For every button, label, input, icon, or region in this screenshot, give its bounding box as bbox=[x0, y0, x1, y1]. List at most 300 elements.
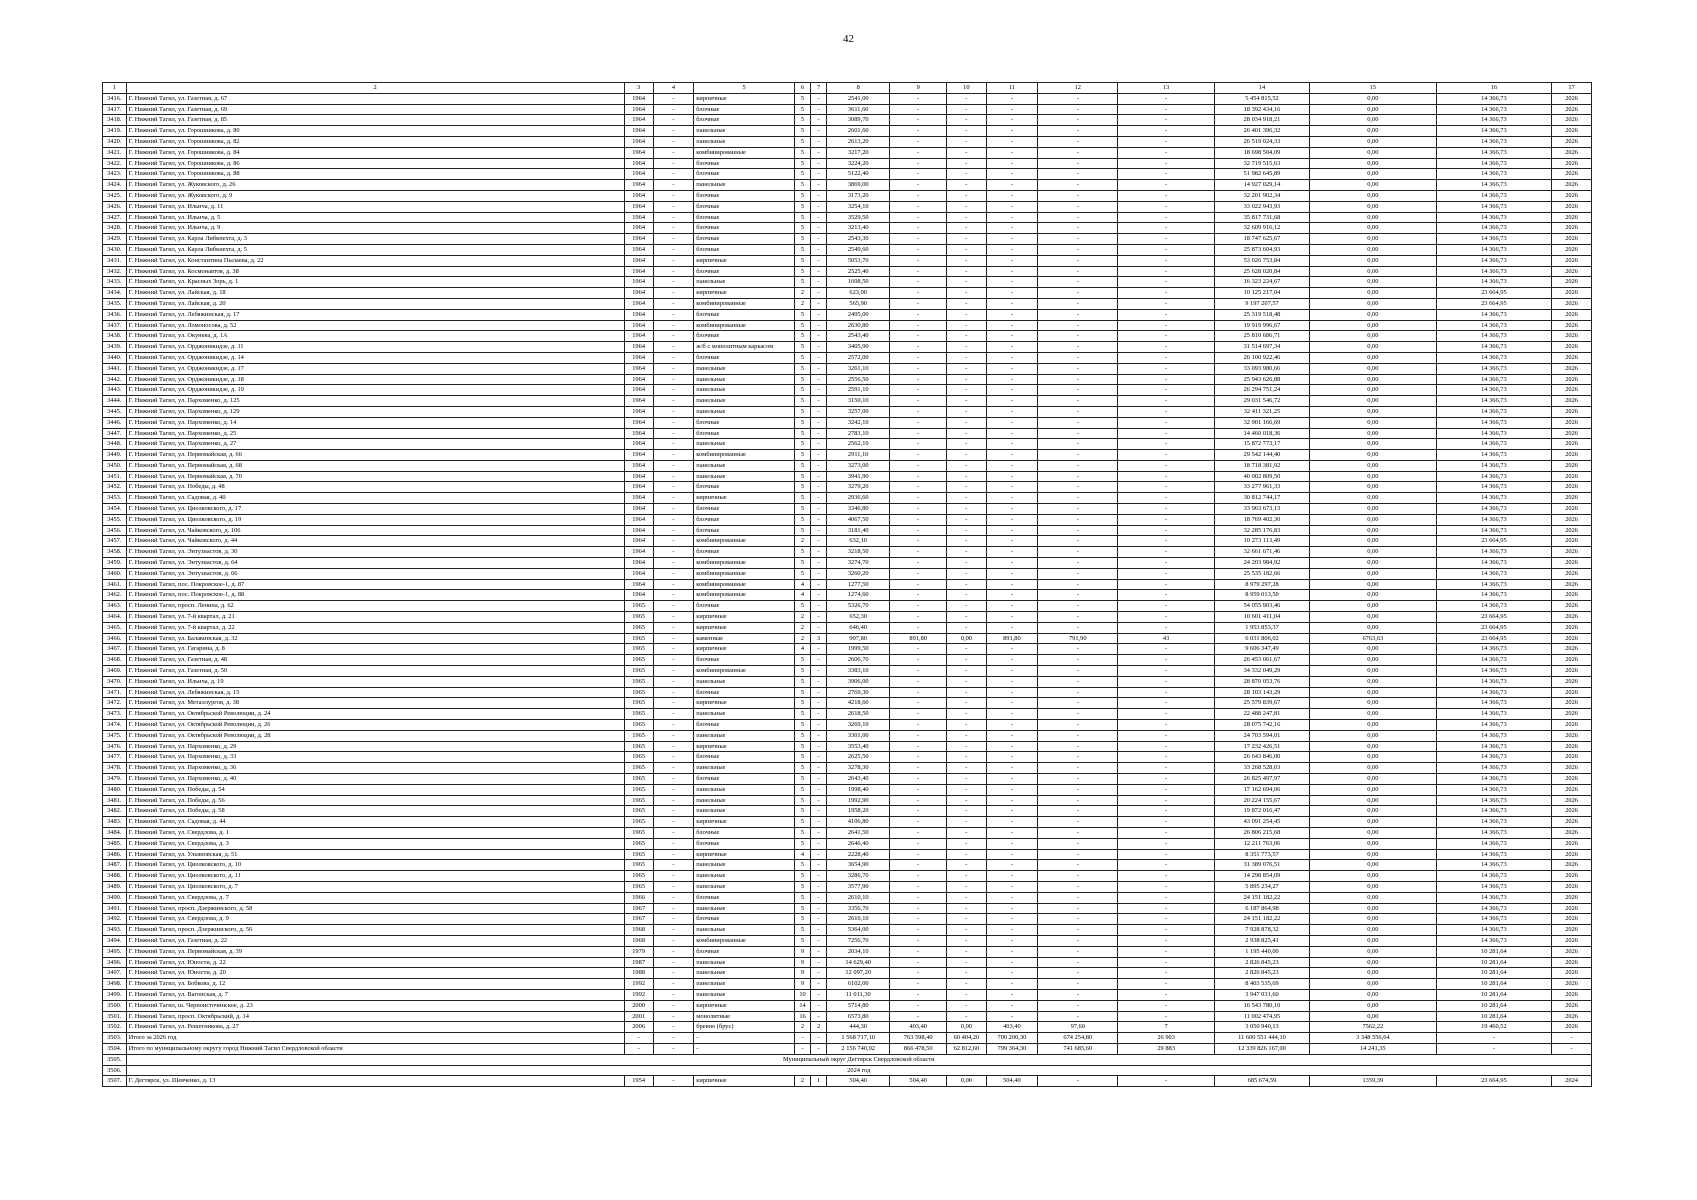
cell-floors: 2 bbox=[794, 1022, 810, 1033]
cell-max-cost: 14 366,73 bbox=[1436, 126, 1552, 137]
cell-floors: 5 bbox=[794, 471, 810, 482]
cell-living-area: - bbox=[890, 460, 947, 471]
cell-max-cost: 14 366,73 bbox=[1436, 363, 1552, 374]
cell-unit-cost: 0,00 bbox=[1310, 223, 1436, 234]
cell-planned-year: 2026 bbox=[1552, 212, 1592, 223]
cell-total-area: 652,30 bbox=[827, 612, 890, 623]
cell-residents: - bbox=[1038, 644, 1118, 655]
cell-number: 3470. bbox=[103, 676, 127, 687]
cell-floors: 5 bbox=[794, 169, 810, 180]
cell-repair-cost: 31 514 697,34 bbox=[1214, 342, 1309, 353]
cell-private-area: - bbox=[986, 989, 1037, 1000]
cell-year-built: 1965 bbox=[624, 817, 653, 828]
cell-wall-material: панельные bbox=[694, 860, 795, 871]
cell-floors: 9 bbox=[794, 979, 810, 990]
cell-residents: - bbox=[1038, 115, 1118, 126]
cell-total-area: 3906,00 bbox=[827, 676, 890, 687]
table-row bbox=[103, 93, 1592, 104]
cell-nonliving-area: - bbox=[947, 536, 987, 547]
cell-year-built: 1992 bbox=[624, 989, 653, 1000]
cell-registered: - bbox=[1118, 180, 1214, 191]
cell-planned-year: 2026 bbox=[1552, 277, 1592, 288]
cell-planned-year: 2026 bbox=[1552, 104, 1592, 115]
cell-planned-year: 2026 bbox=[1552, 968, 1592, 979]
cell-residents: - bbox=[1038, 687, 1118, 698]
cell-address: Г. Нижний Тагил, ул. Балакинская, д. 32 bbox=[126, 633, 624, 644]
cell-wall-material: блочные bbox=[694, 687, 795, 698]
table-row bbox=[103, 298, 1592, 309]
cell-repair-cost: 26 100 922,46 bbox=[1214, 352, 1309, 363]
cell-registered: 29 883 bbox=[1118, 1043, 1214, 1054]
cell-repair-cost: 26 643 846,00 bbox=[1214, 752, 1309, 763]
cell-address: Г. Нижний Тагил, ул. Лайская, д. 18 bbox=[126, 288, 624, 299]
cell-address: Г. Нижний Тагил, ул. Победы, д. 48 bbox=[126, 482, 624, 493]
cell-entrances: - bbox=[811, 752, 827, 763]
table-row bbox=[103, 115, 1592, 126]
cell-nonliving-area: - bbox=[947, 244, 987, 255]
cell-residents: - bbox=[1038, 514, 1118, 525]
cell-year-built: 1964 bbox=[624, 266, 653, 277]
cell-year-built: 3 bbox=[624, 83, 653, 94]
cell-living-area: - bbox=[890, 795, 947, 806]
cell-nonliving-area: - bbox=[947, 601, 987, 612]
cell-year-recon: - bbox=[653, 687, 694, 698]
cell-residents: - bbox=[1038, 957, 1118, 968]
cell-registered: 7 bbox=[1118, 1022, 1214, 1033]
cell-nonliving-area: - bbox=[947, 817, 987, 828]
cell-number: 3455. bbox=[103, 514, 127, 525]
cell-entrances: - bbox=[811, 860, 827, 871]
cell-max-cost: 14 366,73 bbox=[1436, 169, 1552, 180]
cell-unit-cost: 0,00 bbox=[1310, 774, 1436, 785]
cell-planned-year: 2026 bbox=[1552, 309, 1592, 320]
cell-repair-cost: 18 698 504,09 bbox=[1214, 147, 1309, 158]
cell-address: Г. Нижний Тагил, просп. Ленина, д. 62 bbox=[126, 601, 624, 612]
cell-year-recon: - bbox=[653, 698, 694, 709]
cell-nonliving-area: - bbox=[947, 104, 987, 115]
section-title: Муниципальный округ Дегтярск Свердловской области bbox=[126, 1054, 1591, 1065]
cell-max-cost: 14 366,73 bbox=[1436, 752, 1552, 763]
cell-wall-material: блочные bbox=[694, 752, 795, 763]
cell-registered: - bbox=[1118, 838, 1214, 849]
cell-floors: 5 bbox=[794, 331, 810, 342]
cell-nonliving-area: - bbox=[947, 558, 987, 569]
cell-registered: - bbox=[1118, 93, 1214, 104]
cell-unit-cost: 0,00 bbox=[1310, 590, 1436, 601]
cell-floors: 9 bbox=[794, 968, 810, 979]
cell-year-built: 1964 bbox=[624, 525, 653, 536]
cell-year-built: 1965 bbox=[624, 881, 653, 892]
table-row bbox=[103, 104, 1592, 115]
cell-entrances: - bbox=[811, 93, 827, 104]
cell-total-area: 8 bbox=[827, 83, 890, 94]
cell-year-recon: - bbox=[653, 558, 694, 569]
cell-registered: - bbox=[1118, 169, 1214, 180]
cell-number: 3422. bbox=[103, 158, 127, 169]
cell-max-cost: 14 366,73 bbox=[1436, 147, 1552, 158]
cell-floors: 2 bbox=[794, 536, 810, 547]
cell-living-area: - bbox=[890, 860, 947, 871]
cell-max-cost: 14 366,73 bbox=[1436, 493, 1552, 504]
cell-registered: - bbox=[1118, 601, 1214, 612]
cell-registered: - bbox=[1118, 288, 1214, 299]
cell-address: Г. Нижний Тагил, ул. Циолковского, д. 17 bbox=[126, 504, 624, 515]
cell-year-recon: - bbox=[653, 158, 694, 169]
cell-living-area: - bbox=[890, 827, 947, 838]
cell-living-area: - bbox=[890, 817, 947, 828]
cell-unit-cost: 0,00 bbox=[1310, 622, 1436, 633]
cell-living-area: - bbox=[890, 957, 947, 968]
cell-number: 3452. bbox=[103, 482, 127, 493]
cell-total-area: 3089,70 bbox=[827, 115, 890, 126]
cell-number: 3504. bbox=[103, 1043, 127, 1054]
cell-private-area: - bbox=[986, 320, 1037, 331]
cell-repair-cost: 32 285 176,83 bbox=[1214, 525, 1309, 536]
table-row bbox=[103, 547, 1592, 558]
cell-address: Г. Нижний Тагил, ул. Пархоменко, д. 29 bbox=[126, 741, 624, 752]
table-row bbox=[103, 374, 1592, 385]
cell-number: 3447. bbox=[103, 428, 127, 439]
cell-wall-material: блочные bbox=[694, 914, 795, 925]
cell-repair-cost: 9 606 347,49 bbox=[1214, 644, 1309, 655]
cell-residents: - bbox=[1038, 903, 1118, 914]
cell-repair-cost: 32 901 166,69 bbox=[1214, 417, 1309, 428]
cell-address: 2 bbox=[126, 83, 624, 94]
table-row bbox=[103, 396, 1592, 407]
cell-year-built: 1964 bbox=[624, 169, 653, 180]
cell-nonliving-area: - bbox=[947, 806, 987, 817]
cell-address: Г. Нижний Тагил, ул. Пархоменко, д. 14 bbox=[126, 417, 624, 428]
cell-planned-year: 2026 bbox=[1552, 730, 1592, 741]
cell-registered: - bbox=[1118, 320, 1214, 331]
cell-private-area: - bbox=[986, 709, 1037, 720]
cell-private-area: - bbox=[986, 136, 1037, 147]
cell-planned-year: 2026 bbox=[1552, 979, 1592, 990]
cell-planned-year: 2026 bbox=[1552, 1011, 1592, 1022]
cell-year-built: 1965 bbox=[624, 806, 653, 817]
cell-entrances: - bbox=[811, 795, 827, 806]
cell-nonliving-area: - bbox=[947, 698, 987, 709]
cell-year-recon: - bbox=[653, 752, 694, 763]
cell-entrances: - bbox=[811, 147, 827, 158]
cell-total-area: 3261,10 bbox=[827, 363, 890, 374]
cell-floors: 5 bbox=[794, 417, 810, 428]
cell-entrances: - bbox=[811, 666, 827, 677]
cell-private-area: - bbox=[986, 439, 1037, 450]
cell-number: 3433. bbox=[103, 277, 127, 288]
cell-repair-cost: 18 769 402,30 bbox=[1214, 514, 1309, 525]
cell-total-area: 7256,70 bbox=[827, 935, 890, 946]
cell-registered: - bbox=[1118, 115, 1214, 126]
cell-living-area: - bbox=[890, 428, 947, 439]
cell-year-recon: - bbox=[653, 223, 694, 234]
cell-entrances: - bbox=[811, 881, 827, 892]
cell-max-cost: 14 366,73 bbox=[1436, 763, 1552, 774]
cell-total-area: 2783,10 bbox=[827, 428, 890, 439]
cell-planned-year: 2026 bbox=[1552, 817, 1592, 828]
cell-wall-material: комбинированные bbox=[694, 568, 795, 579]
cell-living-area: - bbox=[890, 687, 947, 698]
cell-year-recon: - bbox=[653, 406, 694, 417]
cell-entrances: - bbox=[811, 1011, 827, 1022]
cell-unit-cost: 0,00 bbox=[1310, 363, 1436, 374]
cell-unit-cost: 0,00 bbox=[1310, 666, 1436, 677]
cell-wall-material: панельные bbox=[694, 806, 795, 817]
cell-year-built: 2000 bbox=[624, 1000, 653, 1011]
cell-address: Г. Нижний Тагил, ул. Первомайская, д. 39 bbox=[126, 946, 624, 957]
cell-repair-cost: 31 389 076,51 bbox=[1214, 860, 1309, 871]
cell-repair-cost: 33 093 980,66 bbox=[1214, 363, 1309, 374]
cell-address: Г. Нижний Тагил, ул. Ильича, д. 9 bbox=[126, 223, 624, 234]
cell-address: Г. Нижний Тагил, ул. Лайская, д. 20 bbox=[126, 298, 624, 309]
cell-living-area: - bbox=[890, 730, 947, 741]
cell-residents: - bbox=[1038, 223, 1118, 234]
cell-address: Г. Нижний Тагил, просп. Дзержинского, д. 56 bbox=[126, 925, 624, 936]
cell-wall-material: кирпичные bbox=[694, 698, 795, 709]
cell-total-area: 3278,30 bbox=[827, 763, 890, 774]
cell-nonliving-area: - bbox=[947, 590, 987, 601]
cell-wall-material: панельные bbox=[694, 903, 795, 914]
cell-planned-year: 2026 bbox=[1552, 136, 1592, 147]
cell-unit-cost: 0,00 bbox=[1310, 104, 1436, 115]
cell-entrances: - bbox=[811, 450, 827, 461]
cell-registered: - bbox=[1118, 547, 1214, 558]
cell-entrances: - bbox=[811, 979, 827, 990]
cell-registered: - bbox=[1118, 514, 1214, 525]
cell-floors: - bbox=[794, 1043, 810, 1054]
cell-unit-cost: 0,00 bbox=[1310, 255, 1436, 266]
cell-wall-material: блочные bbox=[694, 547, 795, 558]
cell-unit-cost: 0,00 bbox=[1310, 536, 1436, 547]
cell-registered: - bbox=[1118, 881, 1214, 892]
cell-unit-cost: 0,00 bbox=[1310, 698, 1436, 709]
cell-nonliving-area: - bbox=[947, 374, 987, 385]
cell-address: Г. Нижний Тагил, ул. Победы, д. 58 bbox=[126, 806, 624, 817]
cell-entrances: - bbox=[811, 504, 827, 515]
cell-entrances: - bbox=[811, 320, 827, 331]
cell-repair-cost: 32 201 902,34 bbox=[1214, 190, 1309, 201]
cell-floors: 5 bbox=[794, 838, 810, 849]
cell-max-cost: 14 366,73 bbox=[1436, 158, 1552, 169]
cell-planned-year: 2026 bbox=[1552, 126, 1592, 137]
cell-year-recon: - bbox=[653, 741, 694, 752]
cell-entrances: - bbox=[811, 288, 827, 299]
cell-floors: 5 bbox=[794, 784, 810, 795]
cell-residents: - bbox=[1038, 892, 1118, 903]
cell-living-area: - bbox=[890, 1011, 947, 1022]
cell-unit-cost: 0,00 bbox=[1310, 752, 1436, 763]
cell-year-built: 1964 bbox=[624, 439, 653, 450]
cell-entrances: - bbox=[811, 244, 827, 255]
cell-number: 3493. bbox=[103, 925, 127, 936]
cell-entrances: - bbox=[811, 374, 827, 385]
cell-unit-cost: 0,00 bbox=[1310, 352, 1436, 363]
cell-repair-cost: 15 872 773,17 bbox=[1214, 439, 1309, 450]
cell-year-recon: - bbox=[653, 1076, 694, 1087]
cell-floors: 5 bbox=[794, 741, 810, 752]
cell-number: 3488. bbox=[103, 871, 127, 882]
cell-private-area: - bbox=[986, 590, 1037, 601]
cell-total-area: 3577,90 bbox=[827, 881, 890, 892]
cell-repair-cost: 10 601 411,04 bbox=[1214, 612, 1309, 623]
cell-planned-year: 2026 bbox=[1552, 881, 1592, 892]
cell-wall-material: панельные bbox=[694, 396, 795, 407]
cell-living-area: - bbox=[890, 309, 947, 320]
table-row bbox=[103, 806, 1592, 817]
cell-year-recon: - bbox=[653, 363, 694, 374]
cell-living-area: - bbox=[890, 406, 947, 417]
cell-private-area: - bbox=[986, 612, 1037, 623]
cell-repair-cost: 16 323 224,67 bbox=[1214, 277, 1309, 288]
cell-address: Г. Нижний Тагил, ул. Свердлова, д. 1 bbox=[126, 827, 624, 838]
cell-year-built: 1964 bbox=[624, 255, 653, 266]
cell-year-recon: - bbox=[653, 126, 694, 137]
cell-private-area: - bbox=[986, 266, 1037, 277]
cell-year-recon: - bbox=[653, 849, 694, 860]
cell-living-area: - bbox=[890, 190, 947, 201]
cell-planned-year: 2026 bbox=[1552, 935, 1592, 946]
cell-wall-material: - bbox=[694, 1043, 795, 1054]
cell-year-built: 1965 bbox=[624, 827, 653, 838]
cell-planned-year: 2026 bbox=[1552, 666, 1592, 677]
cell-nonliving-area: - bbox=[947, 730, 987, 741]
cell-entrances: - bbox=[811, 104, 827, 115]
cell-max-cost: 14 366,73 bbox=[1436, 568, 1552, 579]
cell-living-area: - bbox=[890, 709, 947, 720]
cell-unit-cost: 0,00 bbox=[1310, 558, 1436, 569]
cell-registered: - bbox=[1118, 655, 1214, 666]
cell-unit-cost: 0,00 bbox=[1310, 914, 1436, 925]
cell-repair-cost: 54 055 903,46 bbox=[1214, 601, 1309, 612]
cell-repair-cost: 24 151 182,22 bbox=[1214, 892, 1309, 903]
cell-repair-cost: 18 747 625,67 bbox=[1214, 234, 1309, 245]
cell-residents: - bbox=[1038, 720, 1118, 731]
cell-number: 3434. bbox=[103, 288, 127, 299]
cell-year-recon: - bbox=[653, 957, 694, 968]
cell-address: Г. Нижний Тагил, ул. Свердлова, д. 7 bbox=[126, 892, 624, 903]
cell-planned-year: 2026 bbox=[1552, 482, 1592, 493]
cell-address: Г. Нижний Тагил, ул. Первомайская, д. 70 bbox=[126, 471, 624, 482]
cell-private-area: - bbox=[986, 450, 1037, 461]
cell-unit-cost: 0,00 bbox=[1310, 417, 1436, 428]
cell-entrances: - bbox=[811, 1043, 827, 1054]
cell-max-cost: 14 366,73 bbox=[1436, 439, 1552, 450]
cell-max-cost: 16 bbox=[1436, 83, 1552, 94]
cell-wall-material: кирпичные bbox=[694, 93, 795, 104]
cell-living-area: - bbox=[890, 504, 947, 515]
cell-address: Г. Нижний Тагил, ул. Бобкова, д. 12 bbox=[126, 979, 624, 990]
cell-floors: 2 bbox=[794, 298, 810, 309]
cell-floors: 5 bbox=[794, 352, 810, 363]
cell-private-area: 403,40 bbox=[986, 1022, 1037, 1033]
cell-registered: - bbox=[1118, 622, 1214, 633]
cell-max-cost: 14 366,73 bbox=[1436, 504, 1552, 515]
cell-unit-cost: 0,00 bbox=[1310, 612, 1436, 623]
cell-wall-material: блочные bbox=[694, 190, 795, 201]
cell-planned-year: 2026 bbox=[1552, 763, 1592, 774]
cell-private-area: - bbox=[986, 946, 1037, 957]
cell-floors: 5 bbox=[794, 212, 810, 223]
cell-living-area: 504,40 bbox=[890, 1076, 947, 1087]
cell-registered: - bbox=[1118, 342, 1214, 353]
cell-max-cost: 14 366,73 bbox=[1436, 385, 1552, 396]
cell-nonliving-area: - bbox=[947, 612, 987, 623]
cell-unit-cost: 0,00 bbox=[1310, 817, 1436, 828]
cell-number: 1 bbox=[103, 83, 127, 94]
cell-living-area: - bbox=[890, 935, 947, 946]
cell-living-area: - bbox=[890, 180, 947, 191]
cell-residents: - bbox=[1038, 126, 1118, 137]
cell-repair-cost: 8 403 535,69 bbox=[1214, 979, 1309, 990]
cell-entrances: - bbox=[811, 439, 827, 450]
cell-living-area: - bbox=[890, 612, 947, 623]
cell-private-area: - bbox=[986, 558, 1037, 569]
cell-private-area: - bbox=[986, 536, 1037, 547]
cell-floors: 2 bbox=[794, 622, 810, 633]
table-row bbox=[103, 406, 1592, 417]
table-row bbox=[103, 601, 1592, 612]
cell-unit-cost: 0,00 bbox=[1310, 784, 1436, 795]
cell-living-area: - bbox=[890, 331, 947, 342]
cell-number: 3432. bbox=[103, 266, 127, 277]
table-row bbox=[103, 568, 1592, 579]
cell-floors: 5 bbox=[794, 666, 810, 677]
cell-planned-year: 2026 bbox=[1552, 266, 1592, 277]
cell-nonliving-area: - bbox=[947, 795, 987, 806]
cell-residents: - bbox=[1038, 795, 1118, 806]
cell-year-built: 1964 bbox=[624, 342, 653, 353]
cell-living-area: - bbox=[890, 320, 947, 331]
cell-entrances: - bbox=[811, 849, 827, 860]
cell-residents: - bbox=[1038, 536, 1118, 547]
cell-living-area: - bbox=[890, 158, 947, 169]
cell-unit-cost: 0,00 bbox=[1310, 201, 1436, 212]
cell-nonliving-area: - bbox=[947, 968, 987, 979]
cell-total-area: 3405,90 bbox=[827, 342, 890, 353]
cell-year-recon: - bbox=[653, 935, 694, 946]
cell-living-area: - bbox=[890, 223, 947, 234]
cell-floors: 5 bbox=[794, 655, 810, 666]
cell-max-cost: 23 664,95 bbox=[1436, 622, 1552, 633]
cell-private-area: - bbox=[986, 158, 1037, 169]
cell-year-recon: - bbox=[653, 720, 694, 731]
cell-entrances: 1 bbox=[811, 1076, 827, 1087]
cell-repair-cost: 3 947 031,60 bbox=[1214, 989, 1309, 1000]
cell-planned-year: 2026 bbox=[1552, 298, 1592, 309]
cell-unit-cost: 0,00 bbox=[1310, 460, 1436, 471]
cell-living-area: - bbox=[890, 676, 947, 687]
cell-private-area: - bbox=[986, 255, 1037, 266]
cell-max-cost: 14 366,73 bbox=[1436, 396, 1552, 407]
cell-year-recon: - bbox=[653, 536, 694, 547]
cell-address: Г. Нижний Тагил, ул. Октябрьской Революции, д. 28 bbox=[126, 730, 624, 741]
cell-floors: 5 bbox=[794, 698, 810, 709]
cell-residents: - bbox=[1038, 871, 1118, 882]
cell-unit-cost: 0,00 bbox=[1310, 579, 1436, 590]
cell-wall-material: панельные bbox=[694, 979, 795, 990]
cell-nonliving-area: - bbox=[947, 849, 987, 860]
cell-number: 3479. bbox=[103, 774, 127, 785]
cell-year-recon: - bbox=[653, 136, 694, 147]
cell-year-built: 1964 bbox=[624, 288, 653, 299]
cell-year-built: 2001 bbox=[624, 1011, 653, 1022]
cell-planned-year: 2026 bbox=[1552, 396, 1592, 407]
cell-living-area: - bbox=[890, 806, 947, 817]
cell-max-cost: 14 366,73 bbox=[1436, 795, 1552, 806]
cell-planned-year: 2026 bbox=[1552, 115, 1592, 126]
table-row bbox=[103, 849, 1592, 860]
cell-total-area: 4106,80 bbox=[827, 817, 890, 828]
